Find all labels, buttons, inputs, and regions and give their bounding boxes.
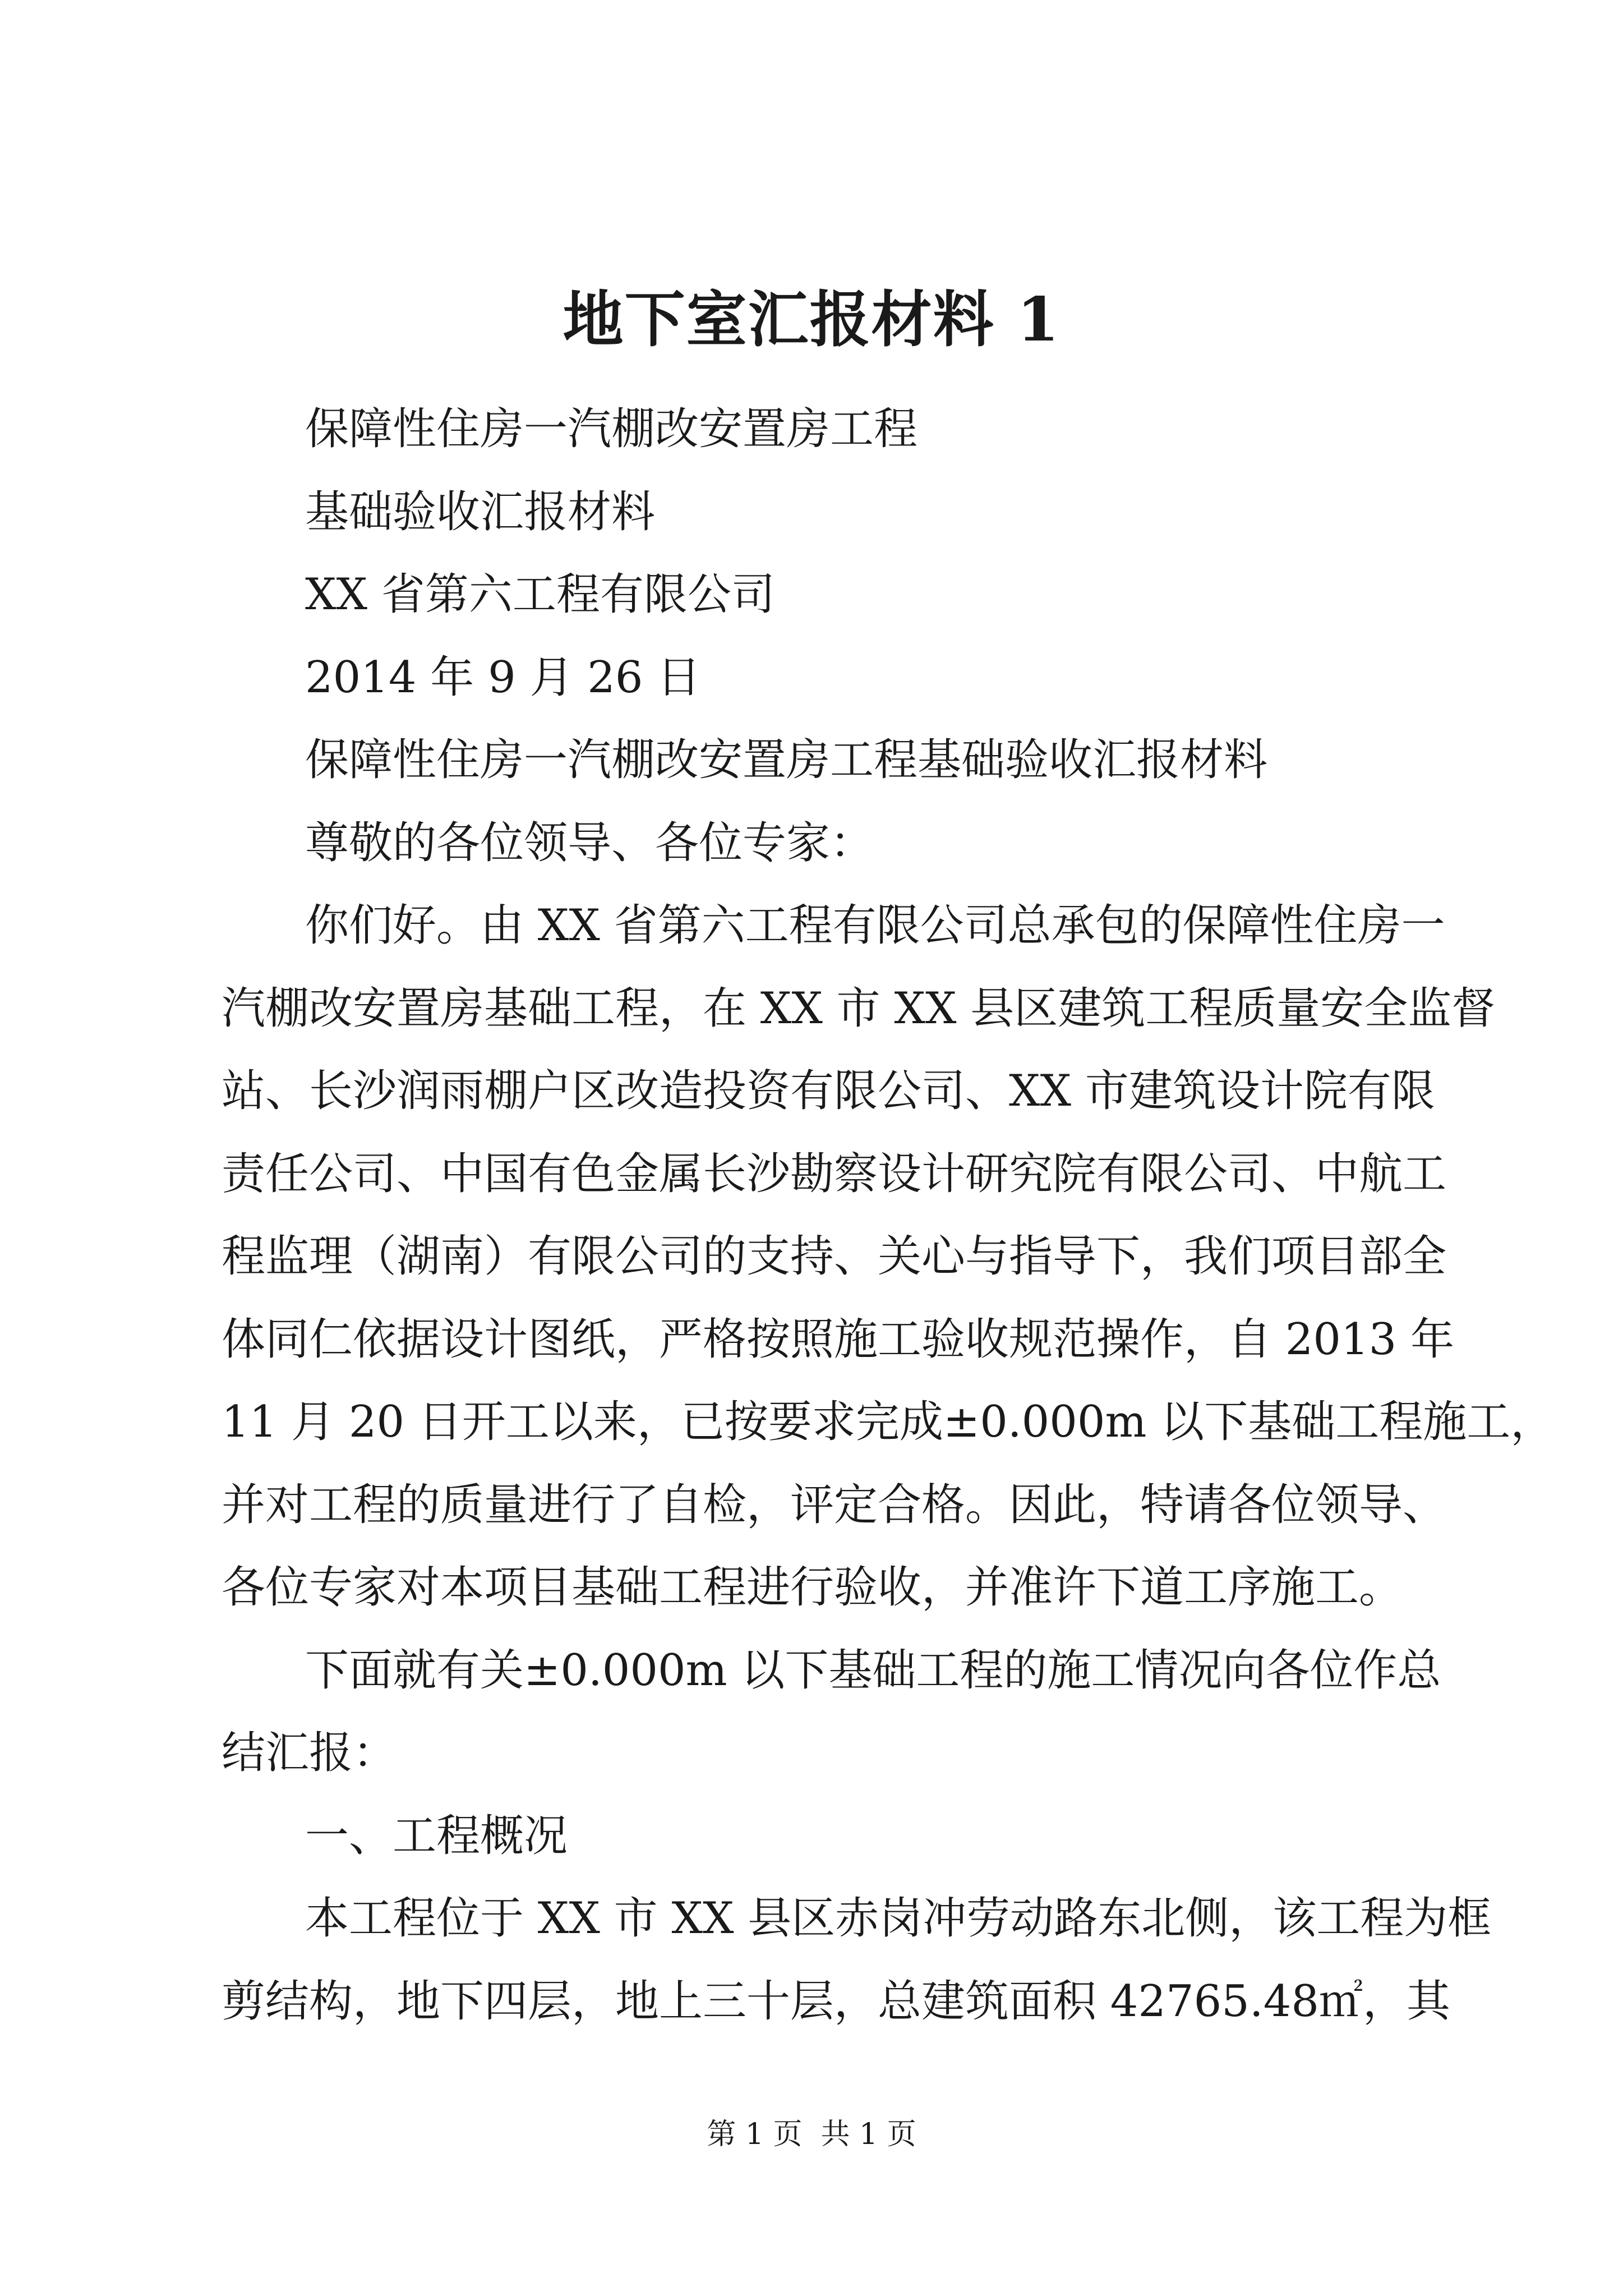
body-line: 各位专家对本项目基础工程进行验收，并准许下道工序施工。	[222, 1562, 1403, 1613]
document-title: 地下室汇报材料 1	[562, 284, 1061, 355]
body-line: 本工程位于 XX 市 XX 县区赤岗冲劳动路东北侧，该工程为框	[305, 1893, 1492, 1944]
body-line: 剪结构，地下四层，地上三十层，总建筑面积 42765.48㎡，其	[222, 1976, 1450, 2027]
page-footer: 第 1 页 共 1 页	[707, 2118, 916, 2151]
body-line: 并对工程的质量进行了自检，评定合格。因此，特请各位领导、	[222, 1479, 1447, 1530]
document-body	[222, 388, 1555, 2043]
body-line: 责任公司、中国有色金属长沙勘察设计研究院有限公司、中航工	[222, 1148, 1447, 1199]
body-line: 体同仁依据设计图纸，严格按照施工验收规范操作，自 2013 年	[222, 1314, 1455, 1365]
body-line: 结汇报：	[222, 1728, 397, 1778]
body-line: 尊敬的各位领导、各位专家：	[305, 817, 874, 868]
body-line: 下面就有关±0.000m 以下基础工程的施工情况向各位作总	[305, 1645, 1441, 1696]
body-line: 保障性住房一汽棚改安置房工程基础验收汇报材料	[305, 735, 1268, 785]
body-line: 程监理（湖南）有限公司的支持、关心与指导下，我们项目部全	[222, 1231, 1447, 1282]
body-line: 汽棚改安置房基础工程，在 XX 市 XX 县区建筑工程质量安全监督	[222, 983, 1496, 1034]
body-line: 2014 年 9 月 26 日	[305, 652, 701, 703]
body-line: 基础验收汇报材料	[305, 486, 656, 537]
body-line: 保障性住房一汽棚改安置房工程	[305, 404, 918, 454]
body-line: XX 省第六工程有限公司	[305, 569, 775, 620]
body-line: 11 月 20 日开工以来，已按要求完成±0.000m 以下基础工程施工，	[222, 1397, 1555, 1447]
body-line: 站、长沙润雨棚户区改造投资有限公司、XX 市建筑设计院有限	[222, 1066, 1435, 1116]
body-line: 你们好。由 XX 省第六工程有限公司总承包的保障性住房一	[305, 900, 1445, 951]
body-line: 一、工程概况	[305, 1810, 568, 1861]
